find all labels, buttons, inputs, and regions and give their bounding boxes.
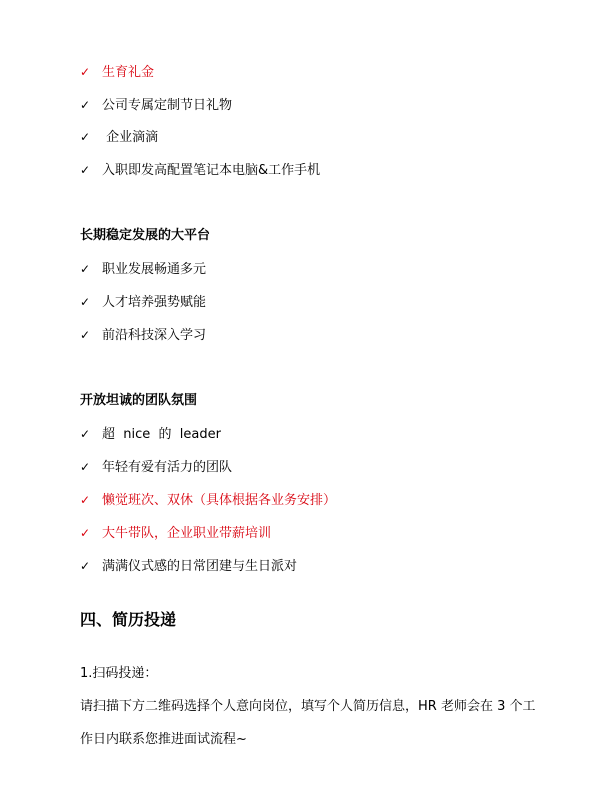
list-item <box>80 162 320 179</box>
list-item-text: 懒觉班次、双休（具体根据各业务安排） <box>102 493 337 508</box>
list-item-text: 企业滴滴 <box>102 130 159 145</box>
list-item <box>80 261 206 278</box>
checkmark-icon: ✓ <box>80 98 91 112</box>
list-item-text: 前沿科技深入学习 <box>102 328 207 343</box>
checkmark-icon: ✓ <box>80 427 91 441</box>
instruction-line-1: 请扫描下方二维码选择个人意向岗位，填写个人简历信息，HR 老师会在 3 个工 <box>80 699 536 714</box>
list-item <box>80 492 336 509</box>
list-item-text: 超 nice 的 leader <box>102 427 221 442</box>
checkmark-icon: ✓ <box>80 493 91 507</box>
list-item <box>80 459 232 476</box>
list-item-text: 年轻有爱有活力的团队 <box>102 460 233 475</box>
list-item-text: 公司专属定制节日礼物 <box>102 98 233 113</box>
list-item <box>80 426 221 443</box>
list-item-text: 生育礼金 <box>102 65 155 80</box>
list-item-text: 职业发展畅通多元 <box>102 262 207 277</box>
checkmark-icon: ✓ <box>80 65 91 79</box>
list-item-text: 大牛带队，企业职业带薪培训 <box>102 526 272 541</box>
instruction-line-2: 作日内联系您推进面试流程~ <box>80 732 247 747</box>
list-item <box>80 327 206 344</box>
step-label: 1.扫码投递： <box>80 666 158 681</box>
section-title-resume: 四、简历投递 <box>80 610 177 629</box>
list-item <box>80 64 154 81</box>
list-item <box>80 558 297 575</box>
list-item-text: 满满仪式感的日常团建与生日派对 <box>102 559 298 574</box>
list-item <box>80 294 206 311</box>
list-item <box>80 525 271 542</box>
checkmark-icon: ✓ <box>80 262 91 276</box>
checkmark-icon: ✓ <box>80 130 91 144</box>
list-item-text: 人才培养强势赋能 <box>102 295 207 310</box>
checkmark-icon: ✓ <box>80 295 91 309</box>
checkmark-icon: ✓ <box>80 526 91 540</box>
list-item-text: 入职即发高配置笔记本电脑&工作手机 <box>102 163 321 178</box>
checkmark-icon: ✓ <box>80 328 91 342</box>
checkmark-icon: ✓ <box>80 460 91 474</box>
section-heading-team: 开放坦诚的团队氛围 <box>80 393 198 408</box>
checkmark-icon: ✓ <box>80 559 91 573</box>
list-item <box>80 97 232 114</box>
checkmark-icon: ✓ <box>80 163 91 177</box>
section-heading-platform: 长期稳定发展的大平台 <box>80 228 211 243</box>
list-item <box>80 129 158 146</box>
